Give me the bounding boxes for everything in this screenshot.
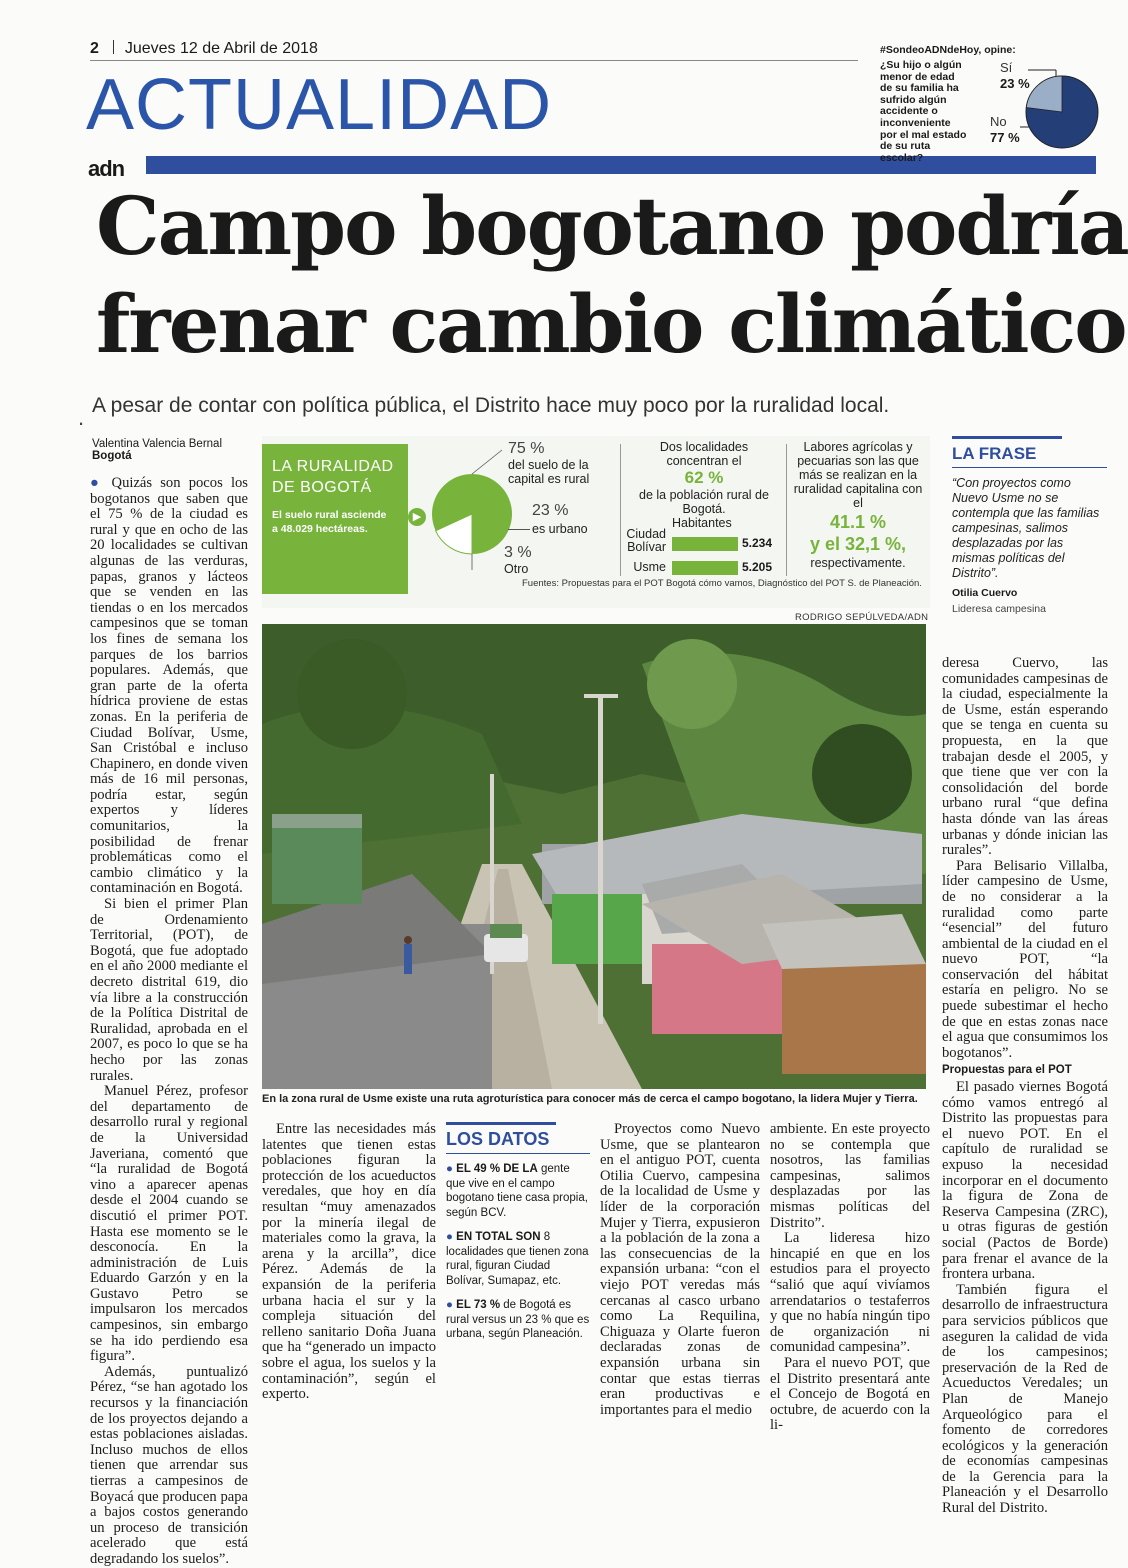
pie-other-value: 3 % [504,544,532,561]
infographic-arrow-icon: ▶ [408,508,426,526]
la-frase-box [952,436,1107,615]
localities-percent: 62 % [684,468,724,487]
los-datos-item-3-lead: EL 73 % [456,1299,501,1311]
bullet-icon: ● [446,1163,453,1175]
infographic-divider-2 [786,444,787,576]
article-paragraph: El pasado viernes Bogotá cómo vamos entregó al Distrito las propuestas para el nuevo POT. En el capítulo de ruralidad se expuso la necesidad incorporar en el documento la figura de Zona de Reserva Campesina (ZRC), u otras figuras de gestión social (Pactos de Borde) para frenar el avance de la frontera urbana. [942,1079,1108,1283]
poll-question: ¿Su hijo o algún menor de edad de su familia ha sufrido algún accidente o inconveniente por el mal estado de su ruta escolar? [880,59,967,164]
los-datos-item-1-text: gente que vive en el campo bogotano tiene casa propia, según BCV. [446,1163,588,1219]
header-rule [90,60,858,61]
article-paragraph: Entre las necesidades más latentes que tienen estas poblaciones figuran la protección de los acueductos veredales, que hoy en día resultan “muy amenazados por la minería ilegal de materiales como la grava, la arena y la arcilla”, dice Pérez. Además de la expansión de la periferia urbana hacia el sur y la compleja situación del relleno sanitario Doña Juana que ha “generado un impacto sobre el agua, los suelos y la contaminación”, según el experto. [262,1121,436,1403]
article-column-5 [770,1121,930,1434]
infographic-divider-1 [620,444,621,576]
article-paragraph: Si bien el primer Plan de Ordenamiento Territorial, (POT), de Bogotá, que fue adoptado en el año 2000 mediante el decreto distrital 619, dio vía libre a la construcción de la Política Distrital de Ruralidad, aprobada en el 2007, es poco lo que se ha hecho por las zonas rurales. [90,896,248,1084]
labores-value-2: y el 32,1 %, [809,534,907,554]
los-datos-item-2-text: 8 localidades que tienen zona rural, figuran Ciudad Bolívar, Sumapaz, etc. [446,1231,589,1287]
los-datos-top-rule [446,1122,556,1125]
locality-row-1-value: 5.234 [742,536,773,550]
article-subhead: Propuestas para el POT [942,1064,1072,1077]
dek-bullet: . [78,405,85,430]
labores-after: respectivamente. [810,556,906,570]
los-datos-item-2 [446,1230,590,1288]
la-frase-quote: “Con proyectos como Nuevo Usme no se contempla que las familias campesinas, salimos desplazadas por las mismas políticas del Distrito”. [952,476,1100,580]
byline-author: Valentina Valencia Bernal [92,438,222,450]
article-paragraph: La lideresa hizo hincapié en que en los estudios para el proyecto “salió que aquí vivíamos arrendatarios o testaferros y que no había ningún tipo de organización ni comunidad campesina”. [770,1230,930,1356]
rural-pie-chart [432,462,512,572]
la-frase-title: LA FRASE [952,436,1062,464]
la-frase-name: Otilia Cuervo [952,587,1018,599]
los-datos-box [446,1122,590,1342]
article-paragraph: Para Belisario Villalba, líder campesino de Usme, de no considerar a la ruralidad como parte “esencial” del futuro ambiental de la ciudad en el nuevo POT, “la conservación del hábitat estaría en peligro. No se puede subestimar el hecho de que en estas zonas nace el agua que consumimos los bogotanos”. [942,857,1108,1061]
poll-no-value: 77 % [990,130,1020,145]
locality-row-2-bar [672,561,738,575]
bullet-icon: ● [446,1299,453,1311]
article-paragraph: Para el nuevo POT, que el Distrito presentará ante el Concejo de Bogotá en octubre, de acuerdo con la li- [770,1354,930,1434]
locality-row-1-bar [672,537,738,551]
article-paragraph: Además, puntualizó Pérez, “se han agotado los recursos y la financiación de los proyectos dejando a estas poblaciones aisladas. Incluso muchos de ellos tienen que arrendar sus tierras a campesinos de Boyacá que producen papa a bajos costos generando un proceso de transición acelerado que está degradando los suelos”. [90,1363,248,1567]
poll-yes-slice [1026,76,1062,112]
infographic-sources: Fuentes: Propuestas para el POT Bogotá cómo vamos, Diagnóstico del POT S. de Planeación. [522,578,922,589]
labores-text: Labores agrícolas y pecuarias son las que más se realizan en la ruralidad capitalina con el [793,440,923,510]
labores-value-1: 41.1 % [829,512,887,532]
headline-dek: A pesar de contar con política pública, el Distrito hace muy poco por la ruralidad local. [92,394,890,417]
byline [92,438,252,462]
los-datos-rule [446,1153,590,1154]
photo-credit: RODRIGO SEPÚLVEDA/ADN [795,612,929,623]
page-number: 2 [90,40,99,57]
poll-yes-value: 23 % [1000,76,1030,91]
la-frase-role: Lideresa campesina [952,603,1046,615]
article-column-2 [262,1121,436,1403]
header-divider [113,40,114,54]
poll-yes-label: Sí [1000,60,1013,75]
pie-urban-label: es urbano [532,522,588,536]
section-title: ACTUALIDAD [86,65,553,145]
headline-line-1: Campo bogotano podría [96,179,1128,273]
headline [96,176,1128,372]
los-datos-item-1-lead: EL 49 % DE LA [456,1163,538,1175]
los-datos-item-1 [446,1162,590,1220]
article-photo [262,624,926,1089]
article-column-1 [90,475,248,1567]
poll-no-label: No [990,114,1007,129]
paragraph-bullet-icon: ● [90,475,104,491]
pie-rural-value: 75 % [508,440,545,457]
article-paragraph: Proyectos como Nuevo Usme, que se plantearon en el antiguo POT, cuenta Otilia Cuervo, campesina de la localidad de Usme y líder de la corporación Mujer y Tierra, expusieron a la población de la zona a las consecuencias de la expansión urbana: “con el viejo POT veredas más cercanas al casco urbano como La Requilina, Chiguaza y Olarte fueron declaradas zonas de expansión urbana sin contar que estas tierras eran productivas e importantes para el medio [600,1121,760,1418]
locality-row-1-name: Ciudad Bolívar [626,527,666,554]
article-text: Quizás son pocos los bogotanos que saben que el 75 % de la ciudad es rural y que en ocho de las 20 localidades se cultivan algunas de las verduras, papas, granos y lácteos que se venden en las tiendas o en los mercados campesinos que se toman los fines de semana los parques de los barrios populares. Además, que gran parte de la oferta hídrica proviene de estas zonas. En la periferia de Ciudad Bolívar, Usme, San Cristóbal e incluso Chapinero, en donde viven más de 16 mil personas, podría estar, según expertos y líderes comunitarios, la posibilidad de frenar problemáticas como el cambio climático y la contaminación en Bogotá. [90,475,248,897]
headline-line-2: frenar cambio climático [96,277,1126,371]
byline-city: Bogotá [92,450,132,462]
infographic-subtitle: El suelo rural asciende a 48.029 hectáreas. [272,509,387,535]
photo-caption: En la zona rural de Usme existe una ruta agroturística para conocer más de cerca el campo bogotano, la lidera Mujer y Tierra. [262,1093,918,1105]
los-datos-title: LOS DATOS [446,1129,550,1149]
page-date: Jueves 12 de Abril de 2018 [124,40,318,57]
photo-illustration [262,624,926,1089]
habitantes-label: Habitantes [672,516,732,530]
localities-after: de la población rural de Bogotá. [639,488,769,516]
localities-intro: Dos localidades concentran el [659,440,749,468]
los-datos-item-3-text: de Bogotá es rural versus un 23 % que es urbana, según Planeación. [446,1299,590,1340]
bullet-icon: ● [446,1231,453,1243]
pie-urban-leader [508,529,530,530]
los-datos-item-3 [446,1298,590,1342]
article-paragraph: deresa Cuervo, las comunidades campesinas de la ciudad, especialmente la de Usme, están esperando que se tenga en cuenta su propuesta, en la que trabajan desde el 2005, y que tiene que ver con la consolidación del borde urbano rural “que defina hasta dónde van las áreas urbanas y dónde inician las rurales”. [942,655,1108,859]
pie-urban-value: 23 % [532,502,569,519]
pie-other-label: Otro [504,562,529,576]
los-datos-item-2-lead: EN TOTAL SON [456,1231,541,1243]
infographic [262,436,930,608]
poll-tag: #SondeoADNdeHoy, opine: [880,44,1016,56]
article-paragraph: ambiente. En este proyecto no se contempla que nosotros, las familias campesinas, salimos desplazadas por las mismas políticas del Distrito”. [770,1121,930,1231]
locality-row-2-value: 5.205 [742,560,773,574]
poll-box [880,44,1105,164]
pie-rural-label: del suelo de la capital es rural [508,458,590,486]
la-frase-rule [952,467,1107,468]
poll-pie-chart [1000,62,1100,154]
pie-leader-rural [472,450,502,474]
article-paragraph: También figura el desarrollo de infraestructura para servicios públicos que aseguren la calidad de vida de los campesinos; preservación de la Red de Acueductos Veredales; un Plan de Manejo Arqueológico para el fomento de corredores ecológicos y la generación de economías campesinas de la Gerencia para la Planeación y el Desarrollo Rural del Distrito. [942,1281,1108,1517]
article-column-4 [600,1121,760,1418]
article-paragraph [90,476,248,897]
article-column-6 [942,655,1108,1517]
page-header [90,40,850,62]
infographic-title: LA RURALIDAD DE BOGOTÁ [272,458,394,496]
article-paragraph: Manuel Pérez, profesor del departamento de desarrollo rural y regional de la Universidad Javeriana, comentó que “la ruralidad de Bogotá vino a aparecer apenas desde el 2004 cuando se discutió el primer POT. Hasta ese momento se le desconocía. En la administración de Luis Eduardo Garzón y en la Gustavo Petro se impulsaron los mercados campesinos, sin embargo se ha ido perdiendo esa figura”. [90,1083,248,1365]
locality-row-2-name: Usme [633,560,666,574]
adn-logo: adn [88,156,125,181]
